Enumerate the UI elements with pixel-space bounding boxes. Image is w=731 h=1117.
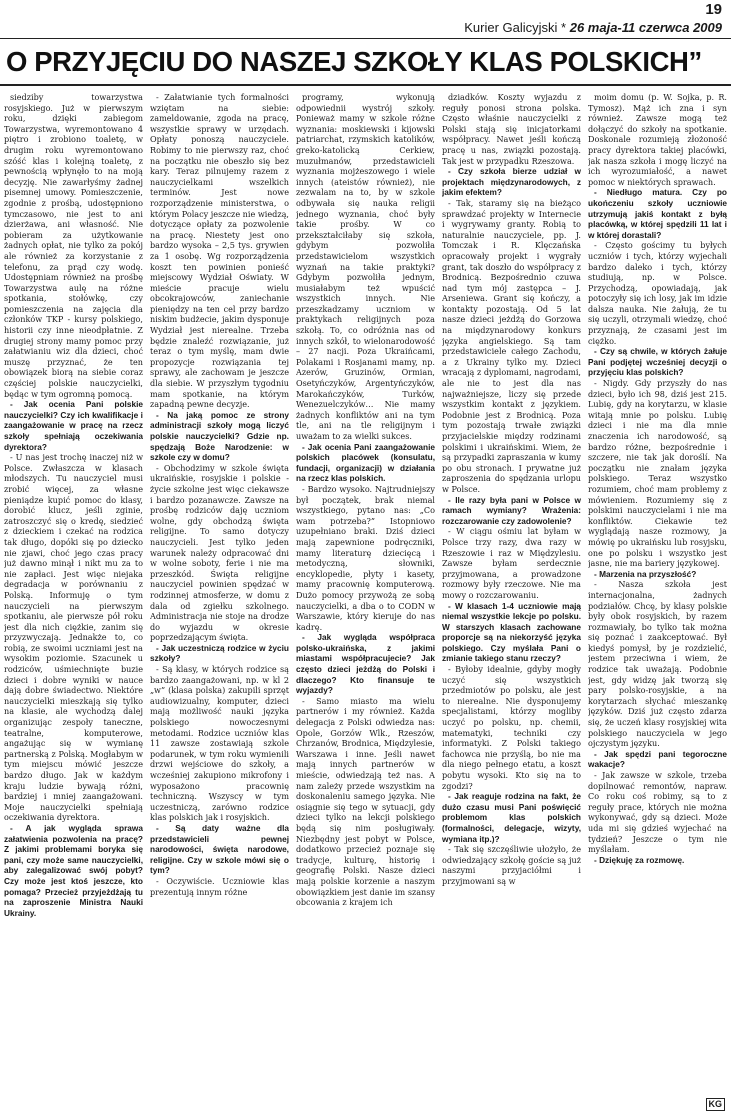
interview-question: - Ile razy była pani w Polsce w ramach wymiany? Wrażenia: rozczarowanie czy zadowolenie? [442,494,581,526]
body-paragraph: - Nasza szkoła jest internacjonalna, żadnych podziałów. Chcę, by klasy polskie były obok rosyjskich, by razem rozmawiały, bo tylko tak można się poznać i zaakceptować. Był kiedyś pomysł, by je rozdzielić, jestem przeciwna i wiem, że rodzice tak uważają. Podobnie jest, gdy widzę jak tworzą się pary polsko-rosyjskie, a na korytarzach słychać mieszankę języków. Dziś już często zdarza się, że uczeń klasy rosyjskiej wita polskiego nauczyciela w jego ojczystym języku. [588,579,727,749]
publication-name: Kurier Galicyjski [464,20,558,35]
interview-question: - Są daty ważne dla przedstawicieli pewnej narodowości, święta narodowe, religijne. Czy w szkole mówi się o tym? [150,822,289,876]
interview-question: - A jak wygląda sprawa załatwienia pozwolenia na pracę? Z jakimi problemami boryka się pani, czy może same nauczycielki, aby zalegalizować swój pobyt? Czy może jest ktoś jeszcze, kto pomaga? Przecież przyjeżdżają tu na zaproszenie Ministra Nauki Ukrainy. [4,822,143,918]
interview-question: - Dziękuję za rozmowę. [594,854,685,865]
interview-question: - Jak spędzi pani tegoroczne wakacje? [588,748,727,770]
body-paragraph: moim domu (p. W. Sojka, p. R. Tymosz). Mąż ich zna i syn również. Zawsze mogą też dołączyć do szkoły na spotkanie. Doskonale rozumieją złożoność pracy dyrektora takiej placówki, jak nasza szkoła i mogę liczyć na ich wyrozumiałość, a nawet pomoc w niektórych sprawach. [588,92,727,187]
page-number: 19 [705,1,722,18]
body-paragraph: - Tak się szczęśliwie ułożyło, że odwiedzający szkołę goście są już naszymi przyjaciółmi i przyjmowani są w [442,844,581,886]
issue-dates: 26 maja-11 czerwca 2009 [569,20,722,35]
interview-question: - Jak uczestniczą rodzice w życiu szkoły? [150,642,289,664]
body-paragraph: - Jak zawsze w szkole, trzeba dopilnować remontów, napraw. Co roku coś robimy, są to z reguły prace, których nie można wykonywać, gdy są dzieci. Może uda mi się gdzieś wyjechać na tydzień? Jeszcze o tym nie myślałam. [588,770,727,855]
body-paragraph: programy, wykonują odpowiednii wystrój szkoły. Ponieważ mamy w szkole różne wyznania: moskiewski i kijowski patriarchat, rzymskich katolików, greko-katolicką Cerkiew, muzułmanów, przedstawicieli wyznania mojżeszowego i wiele innych (ateistów również), nie zezwalam na to, by w szkole odbywała się nauka religii jednego wyznania, choć były takie prośby. W co przekształciłaby się szkoła, gdybym pozwoliła przedstawicielom wszystkich wyznań na takie praktyki? Gdybym pozwoliła jednym, musiałabym też wpuścić wszystkich innych. Nie przeszkadzamy uczniom w praktykach religijnych poza szkołą. To, co odróżnia nas od innych szkół, to wielonarodowość – 27 nacji. Poza Ukraińcami, Polakami i Rosjanami mamy, np. Azerów, Gruzinów, Ormian, Osetyńczyków, Argentyńczyków, Marokańczyków, Turków, Wenezuelczyków… Nie mamy żadnych konfliktów ani na tym tle, ani na tle religijnym i uważam to za wielki sukces. [296,92,435,441]
interview-question: - Czy szkoła bierze udział w projektach międzynarodowych, z jakim efektem? [442,166,581,198]
body-paragraph: dziadków. Koszty wyjazdu z reguły ponosi strona polska. Często właśnie nauczycielki z Polski stają się inicjatorkami współpracy. Nawet jeśli kończą pracę u nas, związki pozostają. Tak jest w przypadku Rzeszowa. [442,92,581,166]
body-paragraph: - Oczywiście. Uczniowie klas prezentują innym różne [150,875,289,897]
body-paragraph: - Często gościmy tu byłych uczniów i tych, którzy wyjechali bardzo daleko i tych, którzy studiują, np. w Polsce. Przychodzą, opowiadają, jak potoczyły się ich losy, jak im idzie dalsza nauka. Nie żałują, że tu się uczyli, otrzymali wiedzę, choć przyznają, że czasami jest im ciężko. [588,240,727,346]
interview-question: - Niedługo matura. Czy po ukończeniu szkoły uczniowie utrzymują jakiś kontakt z byłą placówką, w której spędzili 11 lat i w której dorastali? [588,187,727,240]
running-header [464,20,722,35]
interview-question: - Jak ocenia Pani zaangażowanie polskich placówek (konsulatu, fundacji, organizacji) w działania na rzecz klas polskich. [296,441,435,484]
article-headline: O PRZYJĘCIU DO NASZEJ SZKOŁY KLAS POLSKICH” [6,46,702,77]
body-paragraph: - W ciągu ośmiu lat byłam w Polsce trzy razy, dwa razy w Rzeszowie i raz w Międzylesiu. Zawsze byłam serdecznie przyjmowana, a prowadzone rozmowy były rzeczowe. Nie ma mowy o rozczarowaniu. [442,526,581,600]
body-paragraph: - Tak, staramy się na bieżąco sprawdzać projekty w Internecie i wygrywamy granty. Robią to naturalnie nauczyciele, pp. J. Tomczak i R. Klęczańska opracowały projekt i wygrały grant, tak doszło do współpracy z Brodnicą. Bezpośrednio czuwa nad tym mój zastępca – J. Arseniewa. Grant się kończy, a kontakty pozostają. Od 5 lat nasze dzieci jeżdżą do Gorzowa na międzynarodowy konkurs języka angielskiego. Są tam przedstawiciele całego Zachodu, a z Ukrainy tylko my. Dzieci wracają z dyplomami, nagrodami, ale nie to jest dla nas najważniejsze, liczy się przede wszystkim kontakt z językiem. Podobnie jest z Brodnicą. Poza tym pozostają trwałe związki przyjacielskie między rodzinami polskimi i ukraińskimi. Wiem, że są przypadki zapraszania w kumy po obu stronach. I prywatne już zaproszenia do spędzania urlopu w Polsce. [442,197,581,494]
interview-question: - Na jaką pomoc ze strony administracji szkoły mogą liczyć polskie nauczycielki? Gdzie np. spędzają Boże Narodzenie: w szkole czy w domu? [150,409,289,463]
column-5 [588,92,727,1100]
header-rule [0,38,731,39]
body-paragraph: - Byłoby idealnie, gdyby mogły uczyć się wszystkich przedmiotów po polsku, ale jest to nierealne. Nie dysponujemy specjalistami, którzy mogliby uczyć po polsku, np. chemii, matematyki, techniki czy informatyki. Z Polski takiego fachowca nie przyślą, bo nie ma dla niego pełnego etatu, a koszt pobytu wysoki. Kto się na to zgodzi? [442,664,581,791]
column-3 [296,92,435,1100]
interview-question: - Jak ocenia Pani polskie nauczycielki? Czy ich kwalifikacje i zaangażowanie w pracę na rzecz szkoły spełniają oczekiwania dyrektora? [4,399,143,452]
body-paragraph: - Samo miasto ma wielu partnerów i my również. Każda delegacja z Polski odwiedza nas: Opole, Gorzów Wlk., Rzeszów, Chrzanów, Brodnica, Międzylesie, Warszawa i inne. Jeśli nawet mają innych partnerów w mieście, odwiedzają też nas. A nam zależy przede wszystkim na doskonaleniu samego języka. Nie osiągnie się tego w sytuacji, gdy dzieci tylko na lekcji polskiego będą się nim posługiwały. Niezbędny jest pobyt w Polsce, dodatkowo przecież poznaje się tradycje, kulturę, historię i geografię Polski. Nasze dzieci mają polskie korzenie a naszym obowiązkiem jest danie im szansy obcowania z krajem ich [296,695,435,908]
article-body [4,92,727,1100]
body-paragraph: - Załatwianie tych formalności wziętam na siebie: zameldowanie, zgoda na pracę, wszystkie sprawy w urzędach. Opłaty ponoszą nauczyciele. Robimy to nie pierwszy raz, choć na początku nie obeszło się bez kary. Teraz pilnujemy razem z nauczycielkami wszelkich terminów. Jest nowe rozporządzenie ministerstwa, o którym Polacy jeszcze nie wiedzą, dotyczące opłaty za pozwolenie na pracę. Niestety jest ono bardzo wysoka – 2,5 tys. grywien za 1 osobę. Wg rozporządzenia koszt ten powinien ponieść miejscowy Wydział Oświaty. W mieście pracuje wielu obcokrajowców, zaniechanie pieniędzy na ten cel przy bardzo niskim budżecie, jakim dysponuje Wydział jest nierealne. Trzeba będzie znaleźć rozwiązanie, już teraz o tym myślę, mam dwie propozycje rozwiązania tej sprawy, ale zachowam je jeszcze dla siebie. W przyszłym tygodniu mam spotkanie, na którym zapadną pewne decyzje. [150,92,289,410]
interview-question: - Czy są chwile, w których żałuje Pani podjętej wcześniej decyzji o przyjęciu klas polskich? [588,346,727,378]
body-paragraph: - Nigdy. Gdy przyszły do nas dzieci, było ich 98, dziś jest 215. Lubię, gdy na korytarzu, w klasie witają mnie po polsku. Lubię dzieci i nie ma dla mnie znaczenia ich narodowość, są bardzo różne, bezpośrednie i szczere, nie tak jak doroślí. Na początku nie znałam języka polskiego. Teraz wszystko rozumiem, choć mam problemy z mówieniem. Rozumiemy się z polskimi nauczycielami i nie ma konfliktów. Ciekawie też wyglądają nasze rozmowy, ja mówię po ukraińsku lub rosyjsku, one po polsku i wszystko jest jasne, nie ma bariery językowej. [588,378,727,569]
column-2 [150,92,289,1100]
kg-logo: KG [706,1098,726,1111]
headline-rule [0,84,731,86]
body-paragraph: - U nas jest trochę inaczej niż w Polsce. Zwłaszcza w klasach młodszych. Tu nauczyciel musi zrobić więcej, za własne pieniądze kupić pomoc do klasy, dorobić klucz, jeśli zginie, zatroszczyć się o kredę, siedzieć z dzieckiem i czekać na rodzica tak długo, dopóki się po dziecko nie zjawi, choć jego czas pracy już dawno minął i nikt mu za to nie zapłaci. Jest więc niejaka degradacja w porównaniu z Polską. Informuję o tym nauczycieli na pierwszym spotkaniu, ale pierwsze pół roku jest dla nich ciężkie, zanim się przyzwyczają. Jednakże to, co robią, ze swoimi uczniami jest na wysokim poziomie. Szacunek u rodziców, uśmiechnięte buzie dzieci i dobre wyniki w nauce dają dobre świadectwo. Niektóre nauczycielki mieszkają się tylko na klasie, ale wychodzą dalej organizując zespoły taneczne, teatralne, komputerowe, angażując się w wymianę partnerską z Polską. Mogłabym w tym miejscu mówić jeszcze bardzo długo. Jak w każdym kraju ludzie bywają różni, bardziej i mniej zaangażowani. Moje nauczycielki spełniają oczekiwania dyrektora. [4,452,143,823]
body-paragraph: siedziby towarzystwa rosyjskiego. Już w pierwszym roku, dzięki zabiegom Towarzystwa, wyremontowano 4 piętro i zrobiono toaletę, w drugim roku wyremontowano szóść klas i kolejną toaletę, z pewnością wpłynęło to na moją decyzję. Nie zawarłyśmy żadnej pisemnej umowy. Pomieszczenie, zgodnie z prośbą, udostępniono tymczasowo, nie jest to ani dzierżawa, ani własność. Nie pobieram za użytkowanie żadnych opłat, nie tylko za pokój ale również za korzystanie z telefonu, za prąd czy wodę. Udostępniam również na prośbę Towarzystwa aulę na różne spotkania, stołówkę, czy pomieszczenia na zajęcia dla członków TKP - kursy polskiego, historii czy inne nieodpłatnie. Z drugiej strony mamy pomoc przy załatwianiu wiz dla dzieci, choć muszę przyznać, że ten obowiązek biorą na siebie coraz częściej polskie nauczycielki, będąc w tym ogromną pomocą. [4,92,143,399]
header-separator: * [557,20,570,35]
column-4 [442,92,581,1100]
body-paragraph: - Bardzo wysoko. Najtrudniejszy był początek, brak niemal wszystkiego, pytano nas: „Co wam potrzeba?” Istopniowo uzupełniano braki. Dziś dzieci mają zapewnione podręczniki, mamy literaturę dziecięcą i metodyczną, słowniki, encyklopedie, płyty i kasety, mamy pracownię komputerową. Dużo pomocy przywożą ze sobą nauczycielki, a dba o to CODN w Warszawie, który kieruje do nas kadrę. [296,483,435,632]
body-paragraph: - Są klasy, w których rodzice są bardzo zaangażowani, np. w kl 2 „w” (klasa polska) zakupili sprzęt audiowizualny, komputer, dzieci mają możliwość nauki języka polskiego nowoczesnymi metodami. Rodzice uczniów klas 11 zawsze zostawiają szkole podarunek, w tym roku wymienili drzwi wejściowe do szkoły, a wcześniej zakupiono mikrofony i wyposażono pracownię techniczną. Wszyscy w tym uczestniczą, zarówno rodzice klas polskich jak i rosyjskich. [150,664,289,823]
interview-question: - Jak wygląda współpraca polsko-ukraińska, z jakimi miastami współpracujecie? Jak często dzieci jeżdżą do Polski i dlaczego? Kto finansuje te wyjazdy? [296,632,435,696]
interview-question: - Jak reaguje rodzina na fakt, że dużo czasu musi Pani poświęcić problemom klas polskich (formalności, delegacje, wizyty, wymiana itp.)? [442,791,581,844]
interview-question: - Marzenia na przyszłość? [594,568,697,579]
body-paragraph: - Obchodzimy w szkole święta ukraińskie, rosyjskie i polskie - życie szkolne jest więc ciekawsze i bardzo pozanawcze. Zawsze na prośbę rodziców daję uczniom wolne, gdy obchodzą święta religijne. To samo dotyczy nauczycieli. Jest tylko jeden warunek należy odpracować dni w wolne soboty, ferie i nie ma przeszkód. Święta religijne nauczyciel powinien spędzać w rodzinnej atmosferze, w domu z dala od zgiełku szkolnego. Administracja nie stoje na drodze do wyjazdu w okresie poprzedzającym święta. [150,462,289,643]
column-1 [4,92,143,1100]
interview-question: - W klasach 1-4 uczniowie mają niemal wszystkie lekcje po polsku. W starszych klasach zachowane proporcje są na niekorzyść języka polskiego. Czy myślała Pani o zmianie takiego stanu rzeczy? [442,600,581,664]
